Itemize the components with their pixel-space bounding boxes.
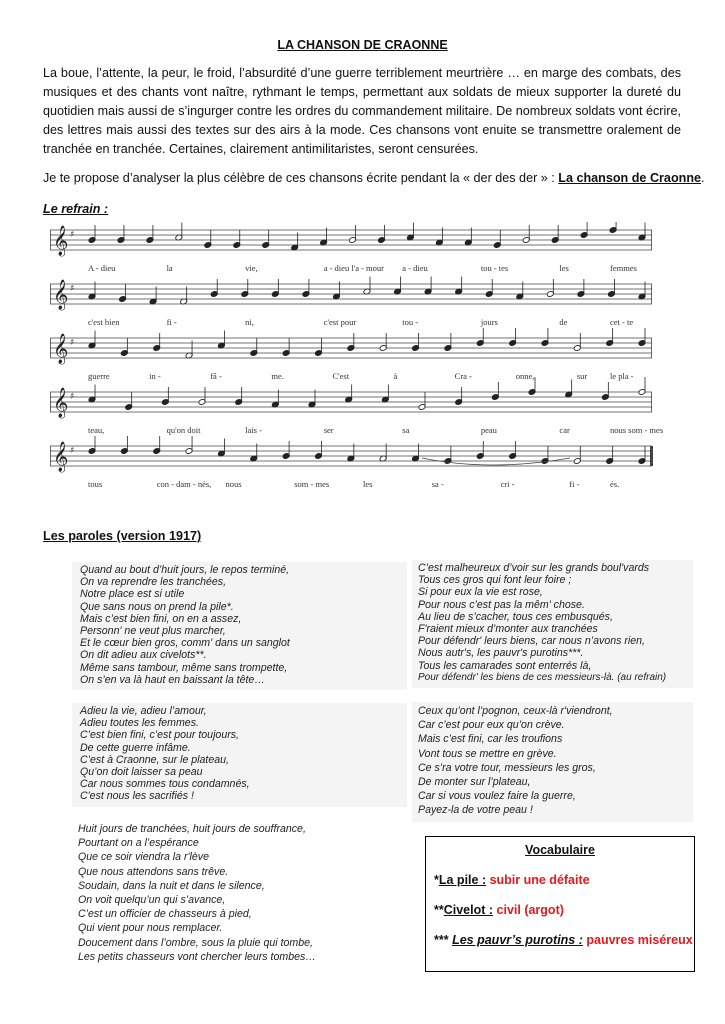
verse-line: Qui vient pour nous remplacer. (78, 922, 223, 935)
verse-line: C’est un officier de chasseurs à pied, (78, 908, 252, 921)
verse-line: Notre place est si utile (80, 588, 185, 601)
score-lyric-syllable: guerre (88, 371, 110, 381)
score-lyric-syllable: fi - (166, 317, 177, 327)
verse-1 (72, 562, 407, 690)
score-lyric-syllable: Cra - (454, 371, 472, 381)
treble-clef: 𝄞 (53, 334, 69, 364)
sharp-sign: ♯ (70, 446, 75, 456)
score-lyric-syllable: cet - te (610, 317, 634, 327)
score-lyric-syllable: fâ - (210, 371, 222, 381)
sharp-sign: ♯ (70, 230, 75, 240)
sharp-sign: ♯ (70, 392, 75, 402)
score-lyric-syllable: femmes (610, 263, 637, 273)
score-lyric-syllable: sa - (431, 479, 444, 489)
score-lyric-syllable: vie, (245, 263, 258, 273)
proposal-text: Je te propose d’analyser la plus célèbre de ces chansons écrite pendant la « der des der » : (43, 171, 559, 185)
score-lyric-syllable: tou - tes (480, 263, 509, 273)
score-lyric-syllable: nous (225, 479, 242, 489)
verse-line: Pour nous c’est pas la mêm' chose. (418, 598, 585, 611)
verse-line: On dit adieu aux civelots**. (80, 649, 207, 662)
score-lyric-syllable: sur (576, 371, 588, 381)
score-lyric-syllable: som - mes (294, 479, 330, 489)
score-lyric-syllable: peau (480, 425, 497, 435)
verse-line: Mais c’est fini, car les troufions (418, 733, 563, 746)
vocab-term: Civelot : (443, 903, 494, 917)
vocab-term: La pile : (438, 873, 487, 887)
treble-clef: 𝄞 (53, 226, 69, 256)
verse-line: Au lieu de s’cacher, tous ces embusqués, (418, 610, 613, 623)
score-lyric-syllable: de (559, 317, 568, 327)
verse-line: Personn' ne veut plus marcher, (80, 625, 226, 638)
verse-line: Tous ces gros qui font leur foire ; (418, 574, 572, 587)
verse-line: Car nous sommes tous condamnés, (80, 778, 250, 791)
score-lyric-syllable: la (166, 263, 173, 273)
score-lyric-syllable: ni, (245, 317, 254, 327)
verse-line: Mais c’est bien fini, on en a assez, (80, 612, 242, 625)
verse-line: Ceux qu’ont l’pognon, ceux-là r'viendront, (418, 705, 613, 717)
score-lyric-syllable: tous (88, 479, 103, 489)
score-lyric-syllable: c'est pour (323, 317, 357, 327)
verse-line: C’est à Craonne, sur le plateau, (80, 753, 229, 766)
verse-line: Même sans tambour, même sans trompette, (80, 661, 288, 674)
verse-line: Quand au bout d’huit jours, le repos terminé, (80, 564, 290, 576)
verse-line: Que ce soir viendra la r'lève (78, 851, 209, 864)
score-lyric-syllable: a - dieu (402, 263, 428, 273)
verse-line: C’est malheureux d’voir sur les grands boul'vards (418, 562, 650, 574)
proposal-end: . (701, 171, 705, 185)
score-lyric-syllable: a - dieu l'a - mour (323, 263, 385, 273)
verse-3 (412, 560, 693, 688)
verse-4 (412, 702, 693, 822)
verse-line: Nous autr's, les pauvr's purotins***. (418, 647, 584, 660)
verse-line: Adieu la vie, adieu l’amour, (80, 705, 207, 717)
vocabulary-heading: Vocabulaire (525, 843, 595, 857)
score-lyric-syllable: tou - (402, 317, 419, 327)
verse-2 (78, 822, 413, 964)
score-lyric-syllable: me. (271, 371, 284, 381)
score-lyric-syllable: c'est bien (88, 317, 120, 327)
verse-line: Tous les camarades sont enterrés là, (418, 659, 592, 672)
verse-line: De cette guerre infâme. (80, 741, 191, 754)
vocab-mark: ** (434, 903, 444, 917)
vocab-item-pile (434, 873, 694, 887)
vocabulary-box (425, 836, 695, 972)
score-lyric-syllable: les (559, 263, 569, 273)
score-lyric-syllable: nous som - mes (610, 425, 664, 435)
score-lyric-syllable: teau, (88, 425, 105, 435)
score-lyric-syllable: ser (323, 425, 334, 435)
intro-paragraph: La boue, l’attente, la peur, le froid, l’absurdité d’une guerre terriblement meurtrière … en marge des combats, des musiques et des chants vont naître, rythmant le temps, permettant aux soldats de mieux supporter la dureté du quotidien mais aussi de s’ingurger contre les ordres du commandement militaire. De nombreux soldats vont écrire, des lettres mais aussi des textes sur des airs à la mode. Ces chansons vont enuite se transmettre oralement de tranchée en tranchée. Certaines, clairement antimilitaristes, seront censurées. (43, 66, 681, 156)
page-title: LA CHANSON DE CRAONNE (277, 38, 448, 52)
score-lyric-syllable: cri - (500, 479, 515, 489)
verse-line: On voit quelqu’un qui s’avance, (78, 894, 226, 907)
verse-line: Si pour eux la vie est rose, (418, 586, 543, 599)
vocab-term: Les pauvr’s purotins : (452, 933, 583, 947)
vocab-definition: civil (argot) (493, 903, 564, 917)
score-lyric-syllable: car (559, 425, 570, 435)
verse-line: C’est bien fini, c’est pour toujours, (80, 729, 239, 742)
verse-line: On s’en va là haut en baissant la tête… (80, 673, 265, 686)
verse-line: Vont tous se mettre en grève. (418, 747, 557, 760)
verse-line: F'raient mieux d’monter aux tranchées (418, 623, 598, 636)
score-lyric-syllable: és. (610, 479, 620, 489)
refrain-lyrics (72, 703, 407, 807)
sharp-sign: ♯ (70, 284, 75, 294)
treble-clef: 𝄞 (53, 388, 69, 418)
score-lyric-syllable: A - dieu (88, 263, 116, 273)
refrain-label: Le refrain : (43, 202, 109, 216)
score-lyric-syllable: C'est (332, 371, 350, 381)
verse-line: Payez-la de votre peau ! (418, 804, 533, 817)
score-lyric-syllable: jours (480, 317, 498, 327)
verse-line: Adieu toutes les femmes. (80, 717, 199, 730)
score-lyric-syllable: onne, (515, 371, 535, 381)
verse-line: Soudain, dans la nuit et dans le silence, (78, 879, 265, 892)
score-lyric-syllable: in - (149, 371, 161, 381)
song-title-link: La chanson de Craonne (558, 171, 702, 185)
proposal-sentence (43, 171, 705, 185)
verse-line: Huit jours de tranchées, huit jours de souffrance, (78, 823, 306, 835)
verse-line: Pour défendr' les biens de ces messieurs-là. (au refrain) (418, 671, 667, 683)
verse-line: Pour défendr' leurs biens, car nous n’avons rien, (418, 635, 645, 648)
verse-line: Les petits chasseurs vont chercher leurs tombes… (78, 950, 316, 963)
vocab-item-purotins (434, 933, 694, 947)
score-lyric-syllable: fi - (569, 479, 580, 489)
verse-line: Doucement dans l’ombre, sous la pluie qui tombe, (78, 936, 313, 949)
verse-line: Qu’on doit laisser sa peau (80, 766, 203, 779)
score-lyric-syllable: qu'on doit (166, 425, 201, 435)
score-lyric-syllable: à (393, 371, 398, 381)
vocab-mark: *** (434, 933, 453, 947)
verse-line: De monter sur l’plateau, (418, 776, 531, 789)
verse-line: Que nous attendons sans trêve. (78, 865, 229, 878)
score-lyric-syllable: les (363, 479, 373, 489)
vocab-definition: subir une défaite (486, 873, 590, 887)
verse-line: Car c’est pour eux qu’on crève. (418, 719, 565, 732)
verse-line: Ce s’ra votre tour, messieurs les gros, (418, 761, 596, 774)
treble-clef: 𝄞 (53, 280, 69, 310)
verse-line: C'est nous les sacrifiés ! (80, 790, 194, 803)
verse-line: Et le cœur bien gros, comm' dans un sanglot (80, 637, 290, 650)
verse-line: On va reprendre les tranchées, (80, 576, 227, 589)
score-lyric-syllable: le pla - (610, 371, 634, 381)
sharp-sign: ♯ (70, 338, 75, 348)
score-lyric-syllable: sa (402, 425, 410, 435)
verse-line: Pourtant on a l’espérance (78, 837, 199, 850)
score-lyric-syllable: lais - (245, 425, 262, 435)
vocab-mark: * (434, 873, 439, 887)
vocab-item-civelot (434, 903, 694, 917)
verse-line: Car si vous voulez faire la guerre, (418, 790, 576, 803)
verse-line: Que sans nous on prend la pile*. (80, 600, 234, 613)
vocab-definition: pauvres miséreux (582, 933, 693, 947)
music-score (50, 222, 664, 497)
treble-clef: 𝄞 (53, 442, 69, 472)
lyrics-heading: Les paroles (version 1917) (43, 529, 202, 543)
score-lyric-syllable: con - dam - nés, (156, 479, 212, 489)
